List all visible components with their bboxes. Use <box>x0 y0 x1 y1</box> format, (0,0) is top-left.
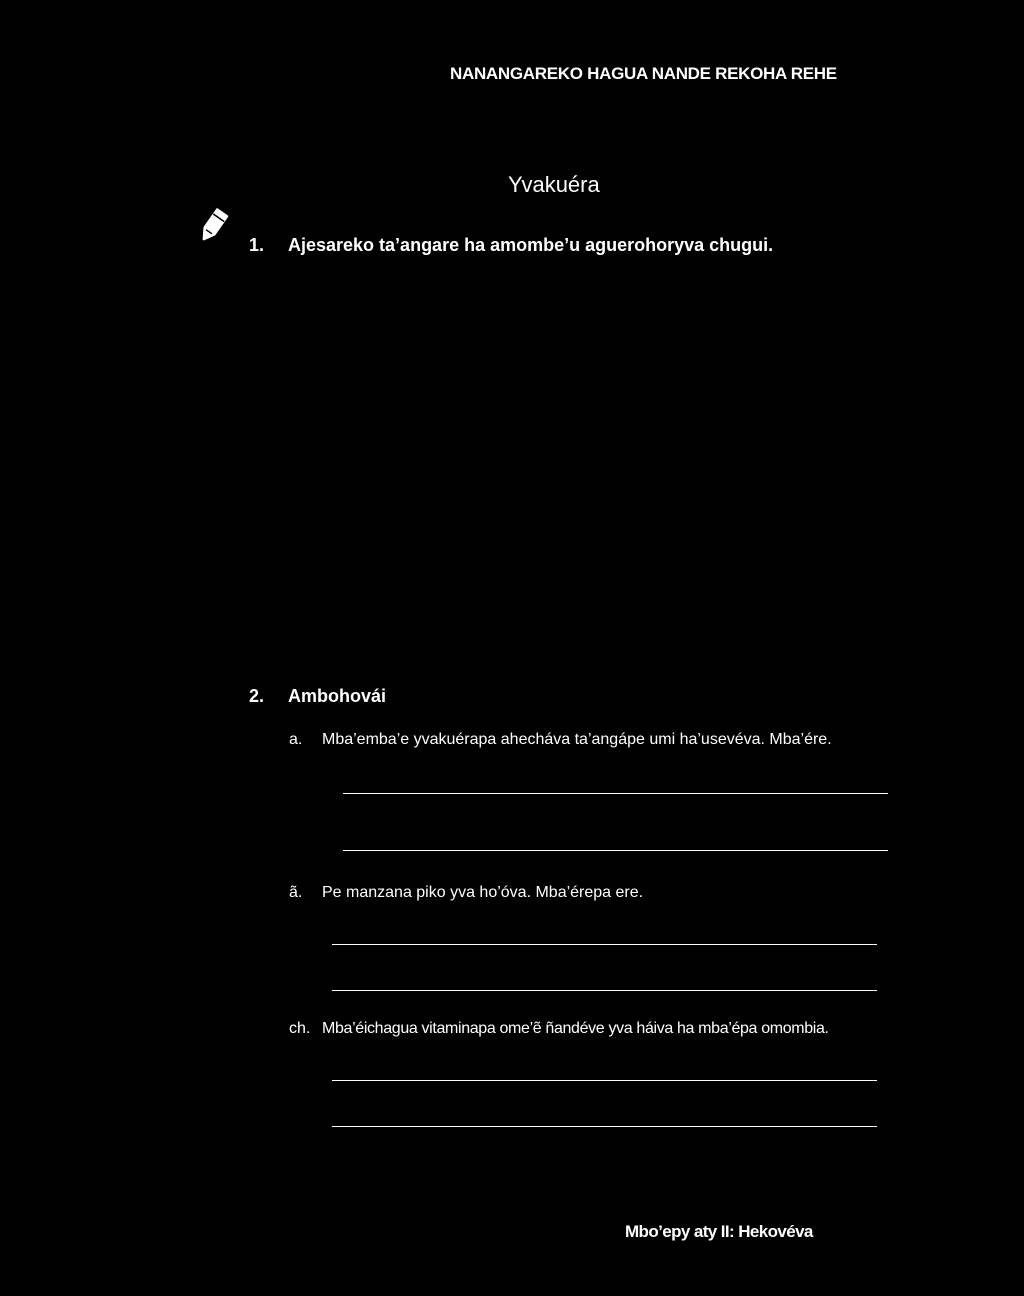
answer-line-b-1[interactable] <box>332 944 877 945</box>
question-1-number: 1. <box>249 235 265 255</box>
item-c-letter: ch. <box>289 1020 311 1037</box>
item-a-letter: a. <box>289 731 303 748</box>
answer-line-b-2[interactable] <box>332 990 877 991</box>
question-2-text: Ambohovái <box>288 686 387 706</box>
running-head: NANANGAREKO HAGUA NANDE REKOHA REHE <box>450 64 837 83</box>
section-title: Yvakuéra <box>508 172 600 197</box>
answer-line-a-2[interactable] <box>343 850 888 851</box>
pencil-icon <box>196 206 230 246</box>
item-b-letter: ã. <box>289 884 303 901</box>
footer-title: Mbo’epy aty II: Hekovéva <box>625 1222 813 1241</box>
question-2-number: 2. <box>249 686 265 706</box>
question-1-text: Ajesareko ta’angare ha amombe’u aguerohoryva chugui. <box>288 235 774 255</box>
item-c-text: Mba’éichagua vitaminapa ome’ẽ ñandéve yva háiva ha mba’épa omombia. <box>322 1020 829 1037</box>
answer-line-c-2[interactable] <box>332 1126 877 1127</box>
item-b-text: Pe manzana piko yva ho’óva. Mba’érepa ere. <box>322 884 644 901</box>
item-a-text: Mba’emba’e yvakuérapa ahecháva ta’angápe umi ha’usevéva. Mba’ére. <box>322 731 832 748</box>
answer-line-a-1[interactable] <box>343 793 888 794</box>
answer-line-c-1[interactable] <box>332 1080 877 1081</box>
